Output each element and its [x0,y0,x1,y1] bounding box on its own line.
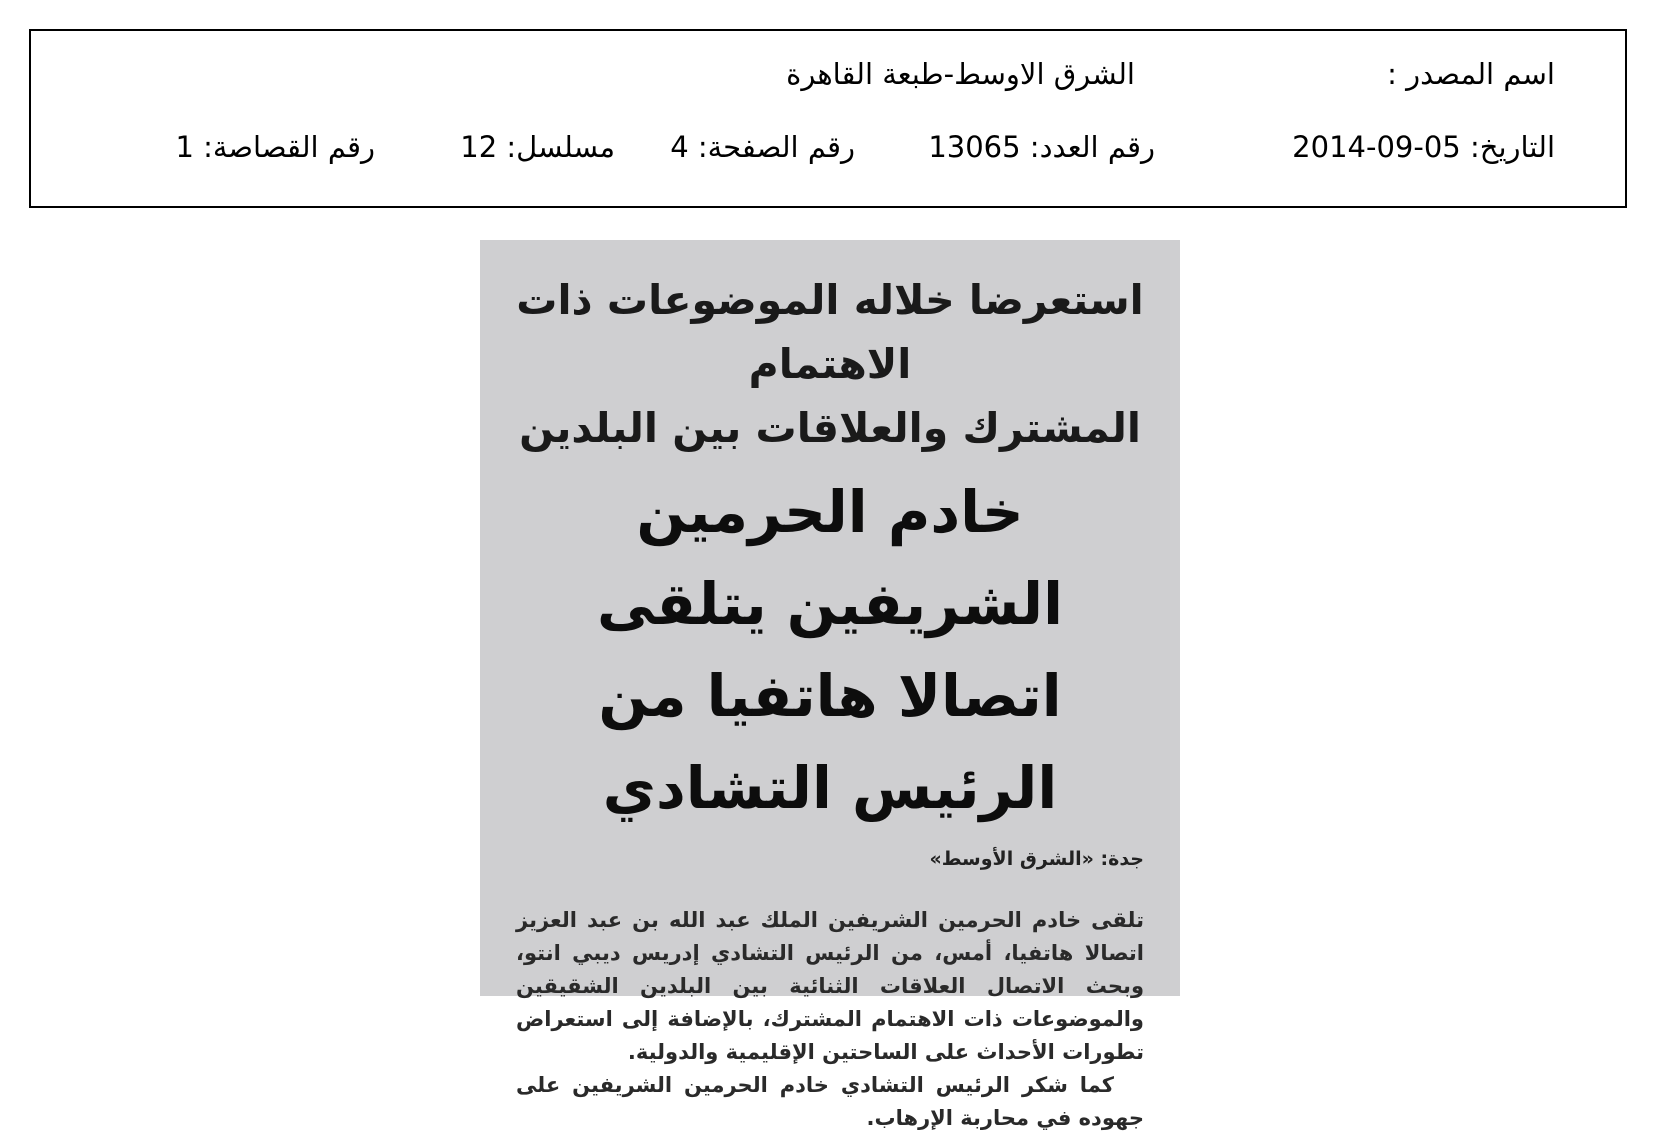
headline-line-2: اتصالا هاتفيا من الرئيس التشادي [598,662,1062,822]
newspaper-clipping [480,240,1180,1130]
clipping-number-field: رقم القصاصة: 1 [175,130,375,164]
serial-number-field: مسلسل: 12 [460,130,615,164]
page-number-field: رقم الصفحة: 4 [670,130,855,164]
source-name-label: اسم المصدر : [1387,57,1555,91]
date-field: التاريخ: 05-09-2014 [1292,130,1555,164]
source-info-box [29,29,1627,208]
dateline: جدة: «الشرق الأوسط» [929,848,1144,870]
article-body [516,904,1144,1135]
kicker-line-2: المشترك والعلاقات بين البلدين [519,404,1141,452]
article-paragraph-1: تلقى خادم الحرمين الشريفين الملك عبد الله بن عبد العزيز اتصالا هاتفيا، أمس، من الرئيس التشادي إدريس ديبي انتو، وبحث الاتصال العلاقات الثنائية بين البلدين الشقيقين والموضوعات ذات الاهتمام المشترك، بالإضافة إلى استعراض تطورات الأحداث على الساحتين الإقليمية والدولية. [516,908,1144,1064]
issue-number-field: رقم العدد: 13065 [928,130,1155,164]
article-paragraph-2: كما شكر الرئيس التشادي خادم الحرمين الشريفين على جهوده في محاربة الإرهاب. [516,1073,1144,1130]
kicker-line-1: استعرضا خلاله الموضوعات ذات الاهتمام [516,276,1144,388]
headline-line-1: خادم الحرمين الشريفين يتلقى [597,478,1063,638]
source-name-value: الشرق الاوسط-طبعة القاهرة [786,57,1135,91]
